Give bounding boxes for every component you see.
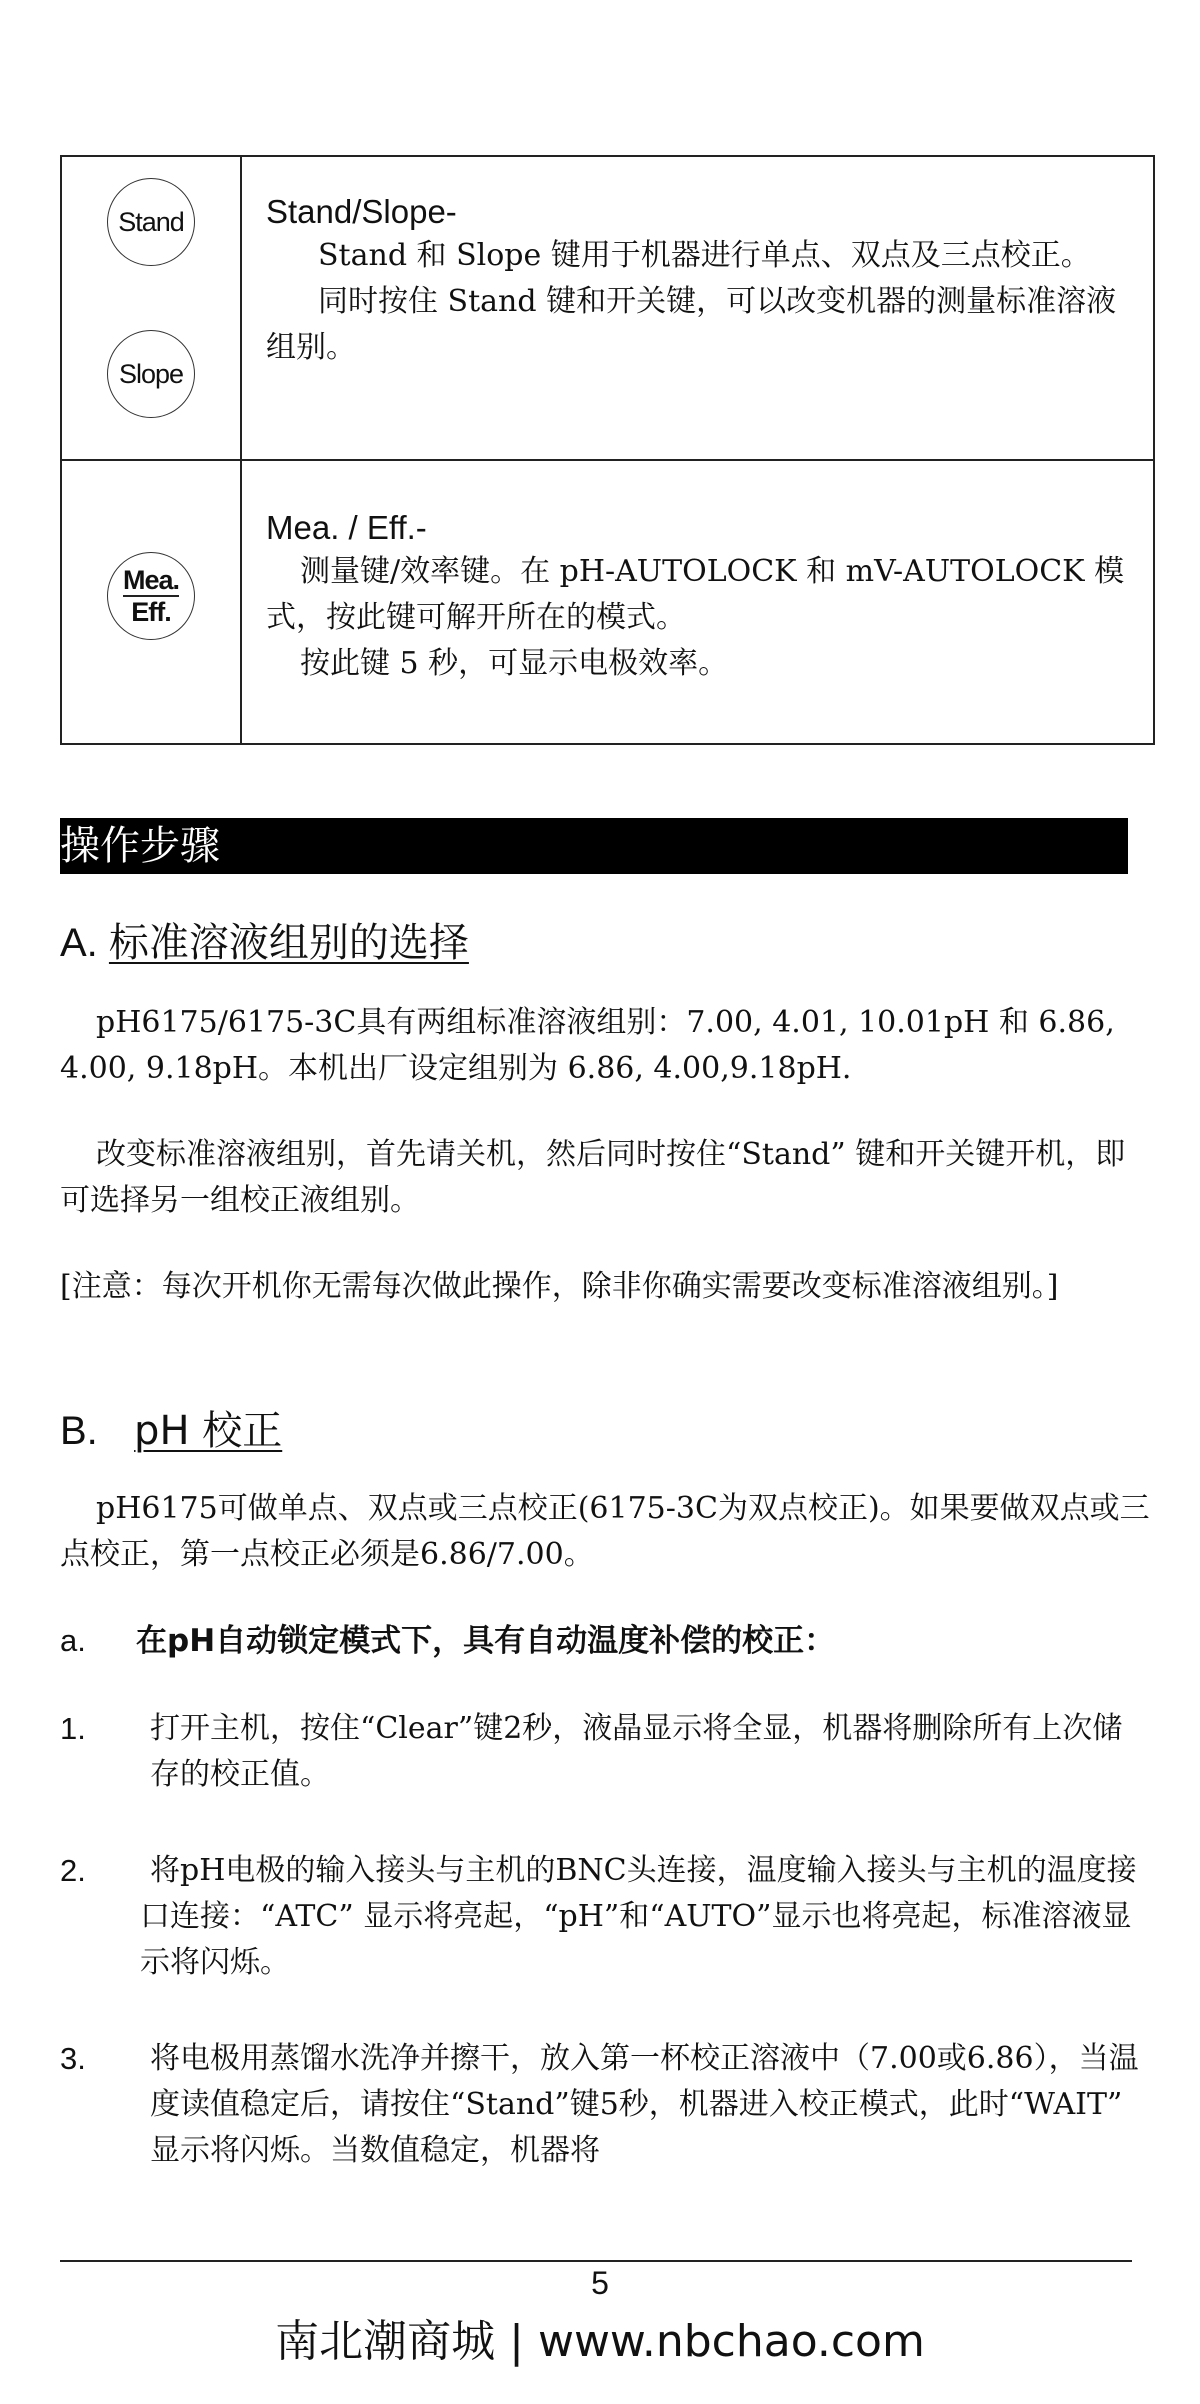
slope-key-icon: Slope [107,330,195,418]
section-a-heading [60,918,469,968]
description-line: Stand 和 Slope 键用于机器进行单点、双点及三点校正。 [318,238,1091,273]
step-text: 将pH电极的输入接头与主机的BNC头连接，温度输入接头与主机的温度接口连接：“ATC” 显示将亮起，“pH”和“AUTO”显示也将亮起，标准溶液显示将闪烁。 [140,1853,1137,1980]
subsection-label: a. [60,1623,86,1658]
page-number: 5 [591,2265,609,2301]
list-item [60,1706,1152,1798]
list-item [60,2036,1152,2174]
mea-eff-key-icon: Mea. Eff. [107,552,195,640]
icon-cell [61,460,241,744]
table-row [61,460,1154,744]
section-title: pH 校正 [134,1408,283,1454]
section-label: B. [60,1409,98,1453]
list-item [60,1848,1152,1986]
section-b-heading [60,1406,282,1456]
key-title: Stand/Slope- [266,193,457,230]
icon-cell [61,156,241,460]
step-text: 打开主机，按住“Clear”键2秒，液晶显示将全显，机器将删除所有上次储存的校正值。 [150,1711,1123,1792]
section-label: A. [60,921,98,965]
paragraph: pH6175可做单点、双点或三点校正(6175-3C为双点校正)。如果要做双点或三点校正，第一点校正必须是6.86/7.00。 [60,1491,1150,1572]
section-title: 标准溶液组别的选择 [108,920,469,966]
step-number: 2. [60,1853,86,1888]
step-number: 3. [60,2041,86,2076]
description-line: 同时按住 Stand 键和开关键，可以改变机器的测量标准溶液组别。 [266,284,1117,365]
note-paragraph: [注意：每次开机你无需每次做此操作，除非你确实需要改变标准溶液组别。] [60,1269,1059,1304]
table-row [61,156,1154,460]
key-description [241,460,1154,744]
key-description [241,156,1154,460]
stand-key-icon: Stand [107,178,195,266]
subsection-title: 在pH自动锁定模式下，具有自动温度补偿的校正： [136,1623,836,1659]
key-title: Mea. / Eff.- [266,509,427,546]
description-line: 按此键 5 秒，可显示电极效率。 [300,646,729,681]
step-number: 1. [60,1711,86,1746]
section-title-bar: 操作步骤 [60,818,1128,874]
description-line: 测量键/效率键。在 pH-AUTOLOCK 和 mV-AUTOLOCK 模式，按此键可解开所在的模式。 [266,554,1125,635]
step-text: 将电极用蒸馏水洗净并擦干，放入第一杯校正溶液中（7.00或6.86），当温度读值稳定后，请按住“Stand”键5秒，机器进入校正模式，此时“WAIT” 显示将闪烁。当数值稳定，机器将 [150,2041,1139,2168]
watermark: 南北潮商城 | www.nbchao.com [275,2316,925,2367]
subsection-heading [60,1618,835,1664]
keys-table [60,155,1155,745]
paragraph: 改变标准溶液组别，首先请关机，然后同时按住“Stand” 键和开关键开机，即可选择另一组校正液组别。 [60,1137,1126,1218]
paragraph: pH6175/6175-3C具有两组标准溶液组别：7.00, 4.01, 10.01pH 和 6.86, 4.00, 9.18pH。本机出厂设定组别为 6.86, 4.00,9.18pH. [60,1005,1115,1086]
